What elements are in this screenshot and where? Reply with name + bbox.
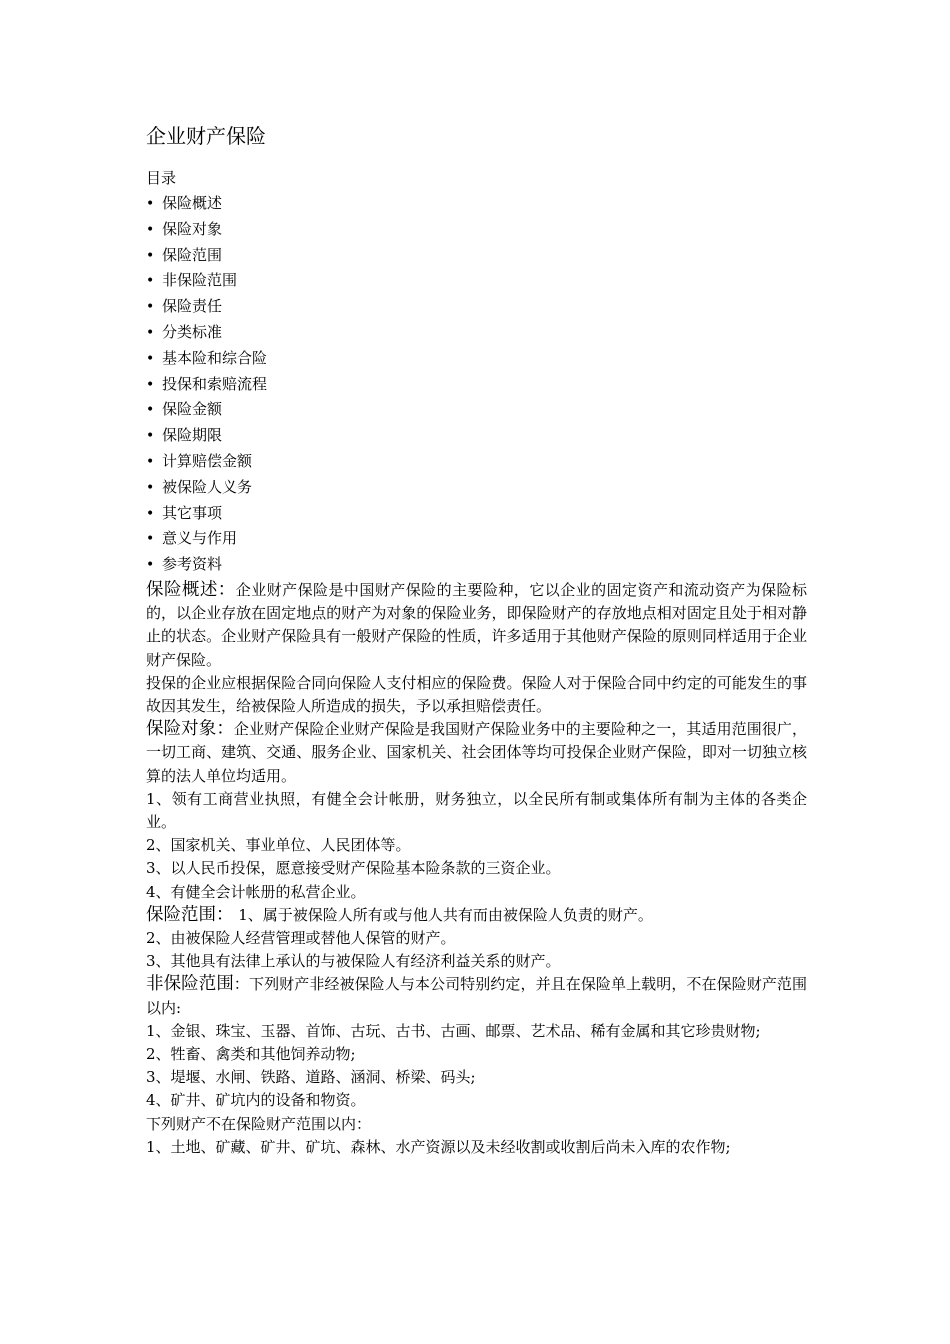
bullet-icon: • <box>146 479 155 496</box>
page-title: 企业财产保险 <box>146 124 266 148</box>
toc-item-label: 保险金额 <box>162 400 223 419</box>
toc-item-label: 其它事项 <box>162 503 223 522</box>
toc-item[interactable] <box>146 372 807 398</box>
list-item: 3、以人民币投保，愿意接受财产保险基本险条款的三资企业。 <box>146 859 561 878</box>
object-paragraph <box>146 718 807 788</box>
list-item: 3、堤堰、水闸、铁路、道路、涵洞、桥梁、码头; <box>146 1068 476 1087</box>
overview-paragraph-2: 投保的企业应根据保险合同向保险人支付相应的保险费。保险人对于保险合同中约定的可能发生的事故因其发生，给被保险人所造成的损失，予以承担赔偿责任。 <box>146 673 807 715</box>
toc-item[interactable] <box>146 552 807 578</box>
toc-item[interactable] <box>146 294 807 320</box>
toc-item[interactable] <box>146 423 807 449</box>
list-item: 3、其他具有法律上承认的与被保险人有经济利益关系的财产。 <box>146 952 561 971</box>
non-scope-paragraph-2: 下列财产不在保险财产范围以内： <box>146 1114 372 1133</box>
toc-item-label: 保险责任 <box>162 297 223 316</box>
toc-item[interactable] <box>146 217 807 243</box>
overview-paragraph <box>146 579 807 672</box>
toc-item-label: 保险对象 <box>162 219 223 238</box>
bullet-icon: • <box>146 376 155 393</box>
toc-item[interactable] <box>146 346 807 372</box>
bullet-icon: • <box>146 428 155 445</box>
toc-item[interactable] <box>146 320 807 346</box>
toc-item-label: 参考资料 <box>162 555 223 574</box>
section-label-object: 保险对象： <box>146 719 234 740</box>
toc-item-label: 非保险范围 <box>162 271 238 290</box>
bullet-icon: • <box>146 247 155 264</box>
scope-text: 1、属于被保险人所有或与他人共有而由被保险人负责的财产。 <box>233 905 653 924</box>
bullet-icon: • <box>146 453 155 470</box>
list-item: 4、矿井、矿坑内的设备和物资。 <box>146 1091 366 1110</box>
section-label-scope: 保险范围： <box>146 904 234 925</box>
toc-item[interactable] <box>146 191 807 217</box>
toc-item-label: 计算赔偿金额 <box>162 451 253 470</box>
bullet-icon: • <box>146 531 155 548</box>
toc-item[interactable] <box>146 449 807 475</box>
toc-item-label: 基本险和综合险 <box>162 348 268 367</box>
list-item: 2、国家机关、事业单位、人民团体等。 <box>146 836 411 855</box>
table-of-contents <box>146 191 807 578</box>
toc-item[interactable] <box>146 243 807 269</box>
toc-item-label: 保险范围 <box>162 245 223 264</box>
toc-item-label: 投保和索赔流程 <box>162 374 268 393</box>
section-label-non-scope: 非保险范围 <box>146 974 234 995</box>
overview-text: 企业财产保险是中国财产保险的主要险种，它以企业的固定资产和流动资产为保险标的，以企业存放在固定地点的财产为对象的保险业务，即保险财产的存放地点相对固定且处于相对静止的状态。企业财产保险具有一般财产保险的性质，许多适用于其他财产保险的原则同样适用于企业财产保险。 <box>146 580 807 669</box>
toc-item[interactable] <box>146 526 807 552</box>
list-item: 4、有健全会计帐册的私营企业。 <box>146 882 366 901</box>
non-scope-text: ：下列财产非经被保险人与本公司特别约定，并且在保险单上载明，不在保险财产范围以内: <box>146 975 807 1017</box>
non-scope-paragraph <box>146 973 807 1019</box>
bullet-icon: • <box>146 350 155 367</box>
section-label-overview: 保险概述： <box>146 579 236 600</box>
bullet-icon: • <box>146 221 155 238</box>
toc-heading: 目录 <box>146 169 177 187</box>
object-text: 企业财产保险企业财产保险是我国财产保险业务中的主要险种之一，其适用范围很广，一切工商、建筑、交通、服务企业、国家机关、社会团体等均可投保企业财产保险，即对一切独立核算的法人单位均适用。 <box>146 720 807 785</box>
toc-item[interactable] <box>146 397 807 423</box>
toc-item[interactable] <box>146 501 807 527</box>
toc-item[interactable] <box>146 268 807 294</box>
toc-item[interactable] <box>146 475 807 501</box>
toc-item-label: 分类标准 <box>162 322 223 341</box>
bullet-icon: • <box>146 402 155 419</box>
toc-item-label: 保险概述 <box>162 194 223 212</box>
list-item: 1、领有工商营业执照，有健全会计帐册，财务独立，以全民所有制或集体所有制为主体的各类企业。 <box>146 789 807 831</box>
bullet-icon: • <box>146 324 155 341</box>
list-item: 2、牲畜、禽类和其他饲养动物; <box>146 1045 356 1064</box>
list-item: 1、土地、矿藏、矿井、矿坑、森林、水产资源以及未经收割或收割后尚未入库的农作物; <box>146 1137 731 1156</box>
bullet-icon: • <box>146 196 155 212</box>
bullet-icon: • <box>146 505 155 522</box>
scope-paragraph <box>146 904 807 927</box>
bullet-icon: • <box>146 273 155 290</box>
toc-item-label: 保险期限 <box>162 426 223 445</box>
list-item: 2、由被保险人经营管理或替他人保管的财产。 <box>146 929 456 947</box>
list-item: 1、金银、珠宝、玉器、首饰、古玩、古书、古画、邮票、艺术品、稀有金属和其它珍贵财物; <box>146 1021 761 1040</box>
toc-item-label: 被保险人义务 <box>162 477 253 496</box>
bullet-icon: • <box>146 299 155 316</box>
toc-item-label: 意义与作用 <box>162 529 238 548</box>
bullet-icon: • <box>146 557 155 574</box>
